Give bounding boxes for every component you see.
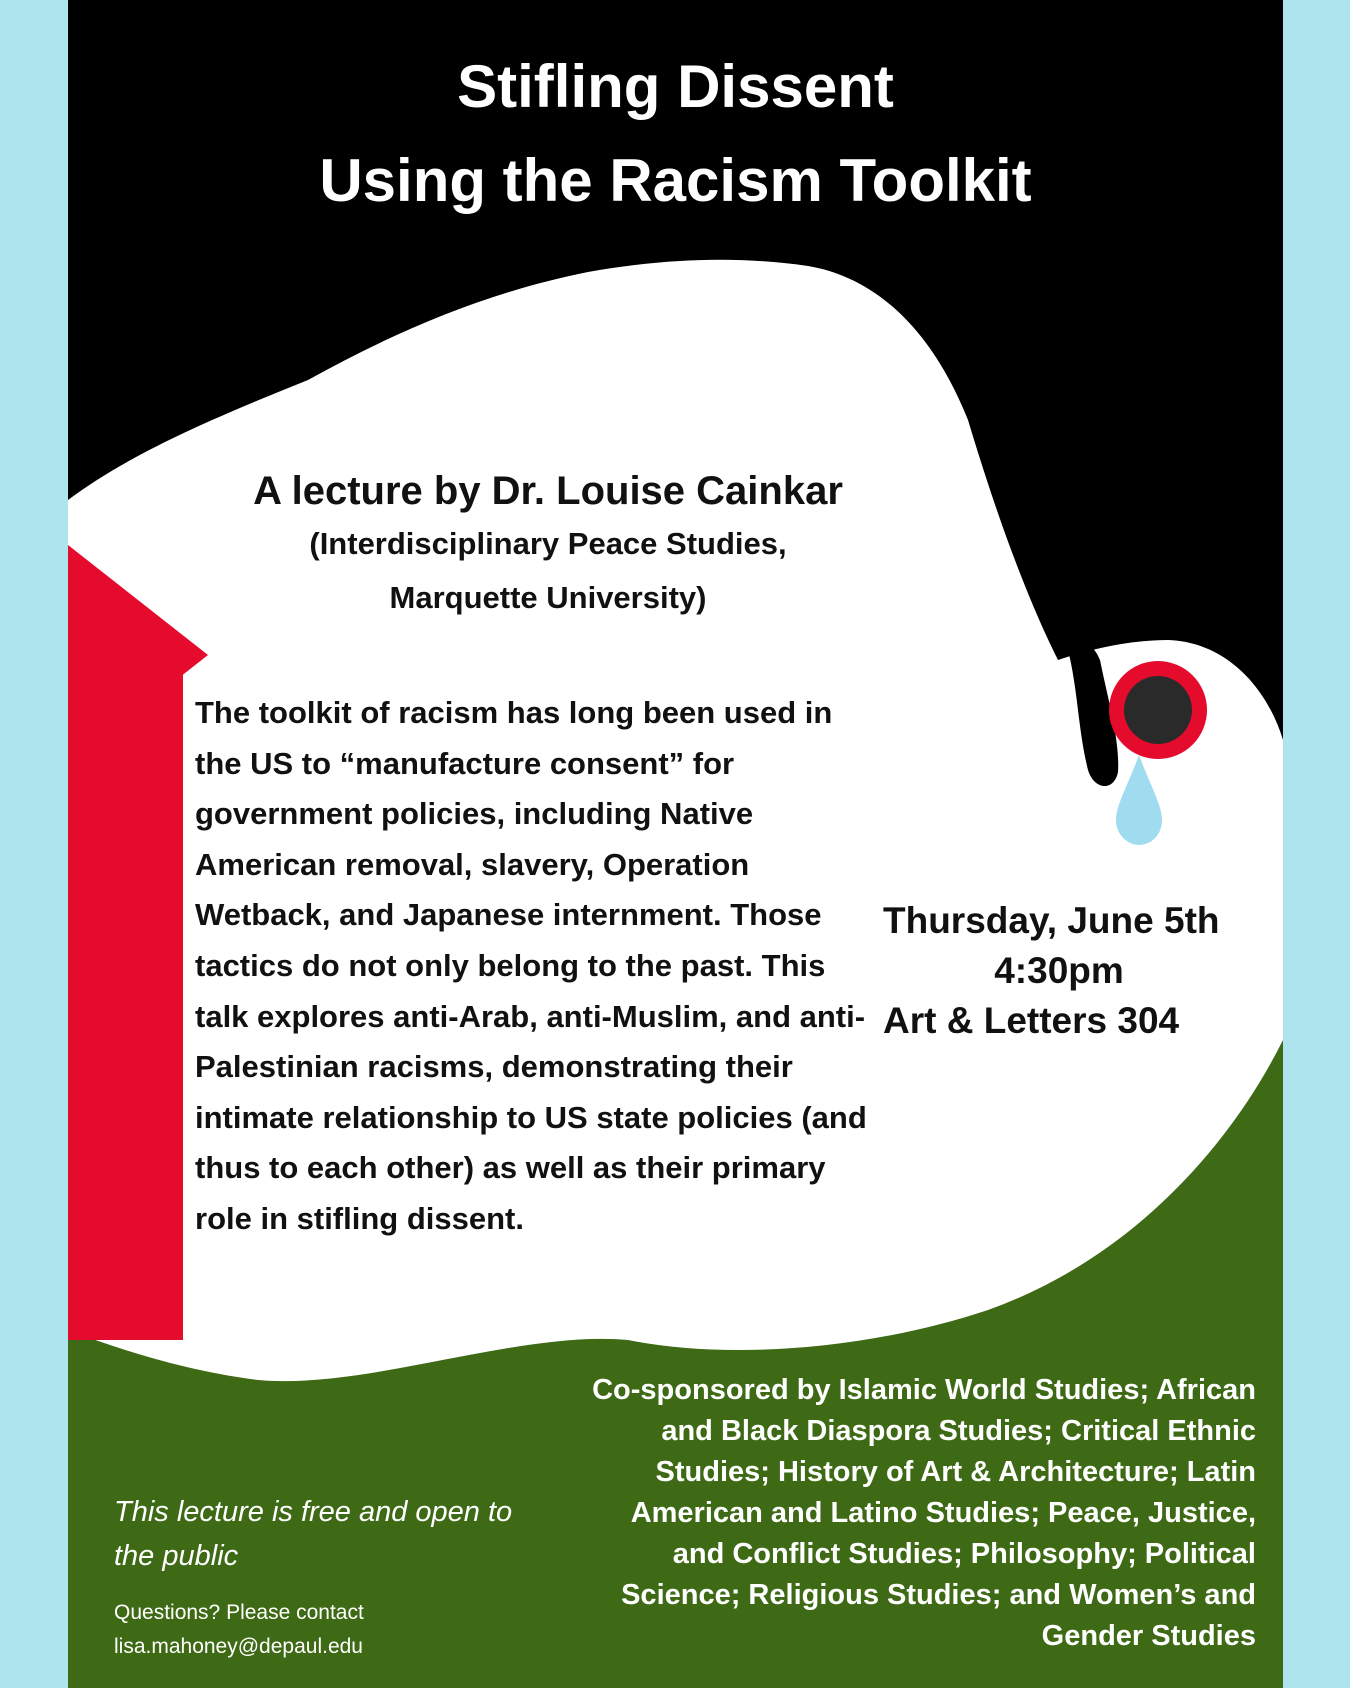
event-details — [883, 896, 1263, 1046]
contact-prompt: Questions? Please contact — [114, 1601, 364, 1624]
event-location: Art & Letters 304 — [883, 1000, 1180, 1041]
event-time: 4:30pm — [994, 950, 1124, 991]
title-line-1: Stifling Dissent — [457, 53, 894, 120]
lecturer-block — [198, 465, 898, 625]
title-line-2: Using the Racism Toolkit — [319, 147, 1032, 214]
event-poster — [68, 0, 1283, 1688]
affiliation-line-1: (Interdisciplinary Peace Studies, — [309, 526, 787, 561]
red-band — [68, 655, 183, 1340]
lecturer-byline: A lecture by Dr. Louise Cainkar — [253, 469, 843, 513]
event-date: Thursday, June 5th — [883, 900, 1220, 941]
affiliation-line-2: Marquette University) — [389, 580, 707, 615]
contact-email[interactable]: lisa.mahoney@depaul.edu — [114, 1635, 363, 1658]
poster-title — [68, 40, 1283, 228]
co-sponsors: Co-sponsored by Islamic World Studies; African and Black Diaspora Studies; Critical Ethnic Studies; History of Art & Architecture; Latin American and Latino Studies; Peace, Justice, and Conflict Studies; Philosophy; Political Science; Religious Studies; and Women’s and Gender Studies — [592, 1374, 1256, 1652]
free-notice: This lecture is free and open to the public — [114, 1496, 513, 1572]
lecture-description: The toolkit of racism has long been used in the US to “manufacture consent” for government policies, including Native American removal, slavery, Operation Wetback, and Japanese internment. Those tactics do not only belong to the past. This talk explores anti-Arab, anti-Muslim, and anti-Palestinian racisms, demonstrating their intimate relationship to US state policies (and thus to each other) as well as their primary role in stifling dissent. — [195, 695, 867, 1236]
contact-info — [114, 1596, 514, 1664]
eye-icon — [1109, 661, 1207, 759]
